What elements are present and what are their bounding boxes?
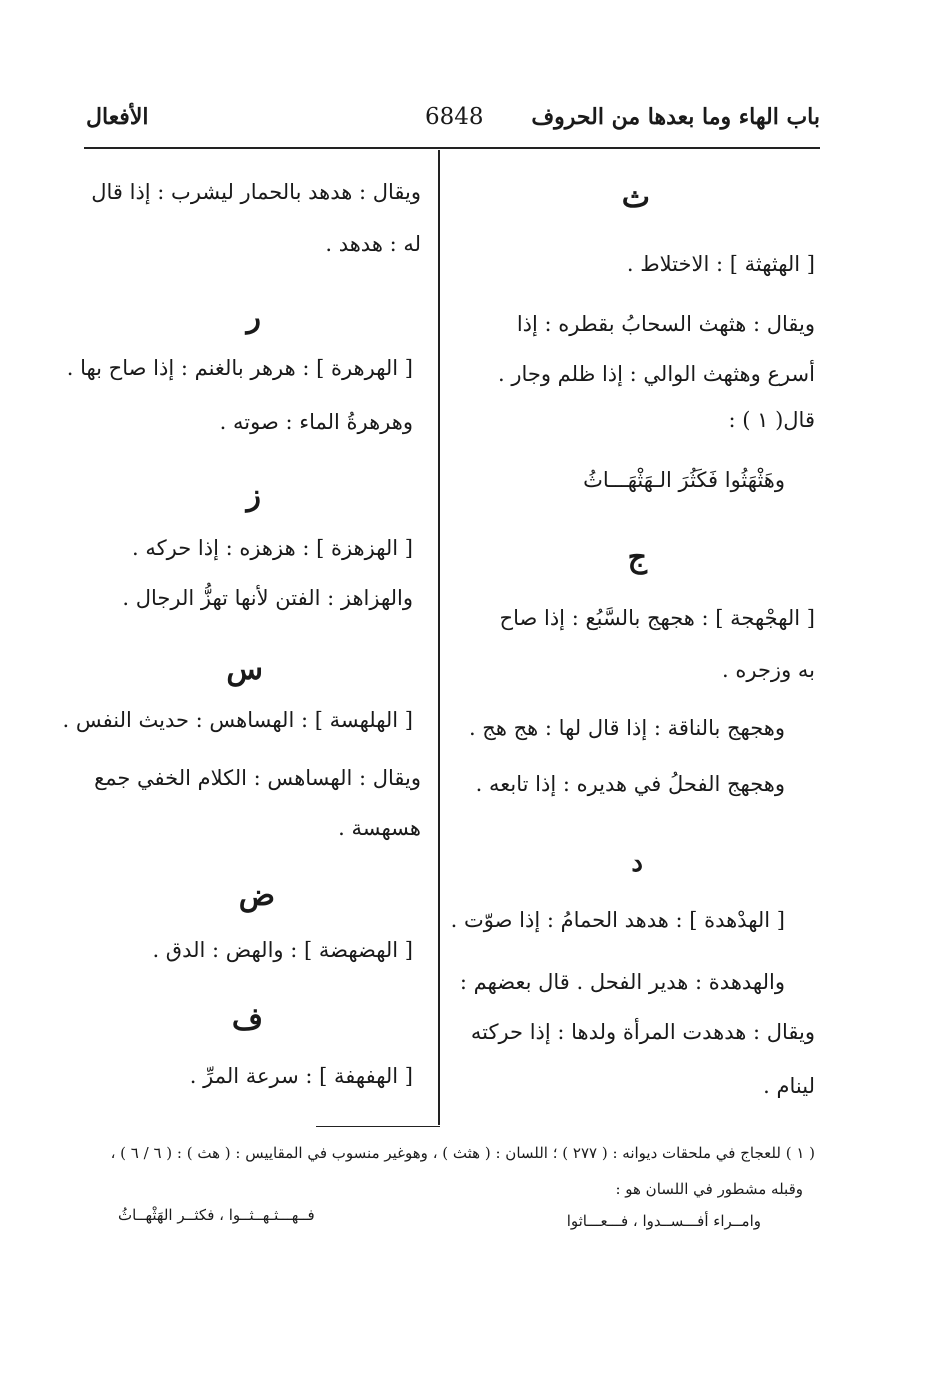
letter-heading-dal: د xyxy=(631,848,643,878)
letter-heading-sin: س xyxy=(226,652,263,687)
entry-line: ويقال : هدهدت المرأة ولدها : إذا حركته xyxy=(470,1020,815,1044)
letter-heading-tha: ث xyxy=(621,180,650,215)
section-title: الأفعال xyxy=(86,104,149,130)
entry-line: لينام . xyxy=(763,1074,815,1098)
entry-line: والهدهدة : هدير الفحل . قال بعضهم : xyxy=(459,970,785,994)
entry-line: [ الهرهرة ] : هرهر بالغنم : إذا صاح بها . xyxy=(66,356,413,380)
entry-line: [ الهجْهجة ] : هجهج بالسَّبُع : إذا صاح xyxy=(499,606,815,630)
entry-line: قال( ١ ) : xyxy=(728,408,815,432)
entry-line: ويقال : هثهث السحابُ بقطره : إذا xyxy=(516,312,815,336)
verse-line: وهَثْهَثُوا فَكَثُرَ الـهَثْهَـــاثُ xyxy=(583,468,785,492)
chapter-title: باب الهاء وما بعدها من الحروف xyxy=(531,104,820,130)
entry-line: [ الهلهسة ] : الهساهس : حديث النفس . xyxy=(62,708,413,732)
entry-line: [ الهزهزة ] : هزهزه : إذا حركه . xyxy=(132,536,413,560)
entry-line: أسرع وهثهث الوالي : إذا ظلم وجار . xyxy=(497,362,815,386)
entry-line: وهجهج بالناقة : إذا قال لها : هج هج . xyxy=(468,716,785,740)
letter-heading-jim: ج xyxy=(627,540,647,575)
entry-line: [ الهدْهدة ] : هدهد الحمامُ : إذا صوّت . xyxy=(450,908,785,932)
entry-line: ويقال : الهساهس : الكلام الخفي جمع xyxy=(94,766,421,790)
entry-line: هسهسة . xyxy=(338,816,421,840)
page-number: 6848 xyxy=(425,104,484,130)
footnote-line: وقبله مشطور في اللسان هو : xyxy=(615,1180,803,1198)
entry-line: له : هدهد . xyxy=(325,232,421,256)
entry-line: والهزاهز : الفتن لأنها تهزُّ الرجال . xyxy=(122,586,413,610)
footnote-verse-second: فــهـــثـهــثــوا ، فكثــر الهَثْهــاثُ xyxy=(118,1206,315,1224)
entry-line: وهرهرةُ الماء : صوته . xyxy=(219,410,413,434)
footnote-verse-first: وامــراء أفـــســدوا ، فـــعـــاثوا xyxy=(566,1212,761,1230)
entry-line: [ الهضهضة ] : والهض : الدق . xyxy=(152,938,413,962)
entry-line: [ الهثهثة ] : الاختلاط . xyxy=(626,252,815,276)
left-column xyxy=(62,160,421,1120)
header-rule xyxy=(84,147,820,149)
entry-line: به وزجره . xyxy=(722,658,815,682)
entry-line: [ الهفهفة ] : سرعة المرِّ . xyxy=(189,1064,413,1088)
footnote-line: ( ١ ) للعجاج في ملحقات ديوانه : ( ٢٧٧ ) ؛ اللسان : ( هثث ) ، وهوغير منسوب في المقاييس : ( هث ) : ( ٦ / ٦ ) ، xyxy=(110,1144,815,1162)
column-divider xyxy=(438,150,440,1125)
letter-heading-ra: ر xyxy=(246,300,261,335)
letter-heading-dad: ض xyxy=(238,878,275,913)
right-column xyxy=(450,160,815,1120)
letter-heading-fa: ف xyxy=(231,1002,263,1037)
letter-heading-zay: ز xyxy=(246,478,261,513)
entry-line: ويقال : هدهد بالحمار ليشرب : إذا قال xyxy=(91,180,421,204)
footnote-rule xyxy=(316,1126,440,1127)
entry-line: وهجهج الفحلُ في هديره : إذا تابعه . xyxy=(475,772,785,796)
